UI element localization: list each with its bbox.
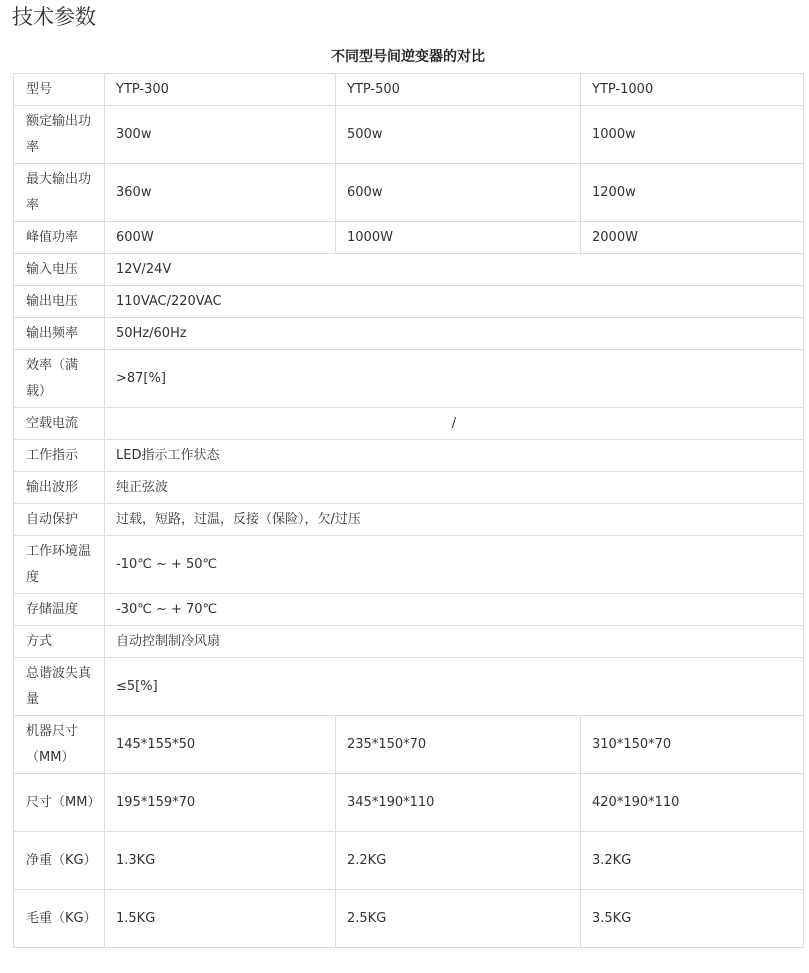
cell-value: ≤5[%]	[105, 658, 804, 716]
table-row	[14, 832, 804, 890]
cell-value: 自动控制制冷风扇	[105, 626, 804, 658]
cell-value: 50Hz/60Hz	[105, 318, 804, 350]
row-label: 效率（满载）	[14, 350, 105, 408]
cell-ytp1000: 420*190*110	[581, 774, 804, 832]
table-row	[14, 536, 804, 594]
table-row	[14, 504, 804, 536]
table-row	[14, 890, 804, 948]
cell-value: 纯正弦波	[105, 472, 804, 504]
cell-value: 过载，短路，过温，反接（保险），欠/过压	[105, 504, 804, 536]
table-row	[14, 74, 804, 106]
row-label: 方式	[14, 626, 105, 658]
table-row	[14, 254, 804, 286]
cell-ytp300: 1.3KG	[105, 832, 336, 890]
cell-value: >87[%]	[105, 350, 804, 408]
cell-ytp500: 235*150*70	[336, 716, 581, 774]
cell-ytp300: 145*155*50	[105, 716, 336, 774]
row-label: 输入电压	[14, 254, 105, 286]
cell-ytp300: 1.5KG	[105, 890, 336, 948]
cell-value: /	[105, 408, 804, 440]
row-label: 输出电压	[14, 286, 105, 318]
cell-ytp1000: 310*150*70	[581, 716, 804, 774]
cell-ytp1000: 1000w	[581, 106, 804, 164]
table-row	[14, 472, 804, 504]
page-title: 技术参数	[12, 5, 96, 29]
row-label: 最大输出功率	[14, 164, 105, 222]
row-label: 尺寸（MM）	[14, 774, 105, 832]
table-row	[14, 350, 804, 408]
row-label: 工作环境温度	[14, 536, 105, 594]
table-row	[14, 106, 804, 164]
table-row	[14, 408, 804, 440]
row-label: 自动保护	[14, 504, 105, 536]
table-row	[14, 286, 804, 318]
row-label: 额定输出功率	[14, 106, 105, 164]
cell-ytp300: YTP-300	[105, 74, 336, 106]
cell-ytp500: 345*190*110	[336, 774, 581, 832]
row-label: 净重（KG）	[14, 832, 105, 890]
row-label: 总谐波失真量	[14, 658, 105, 716]
cell-ytp1000: YTP-1000	[581, 74, 804, 106]
table-row	[14, 594, 804, 626]
table-row	[14, 164, 804, 222]
cell-ytp300: 300w	[105, 106, 336, 164]
row-label: 毛重（KG）	[14, 890, 105, 948]
cell-ytp1000: 3.2KG	[581, 832, 804, 890]
table-row	[14, 318, 804, 350]
cell-value: 110VAC/220VAC	[105, 286, 804, 318]
table-row	[14, 658, 804, 716]
row-label: 空载电流	[14, 408, 105, 440]
table-row	[14, 626, 804, 658]
cell-value: -30℃ ~ + 70℃	[105, 594, 804, 626]
row-label: 输出频率	[14, 318, 105, 350]
cell-ytp1000: 2000W	[581, 222, 804, 254]
cell-ytp500: YTP-500	[336, 74, 581, 106]
cell-ytp300: 360w	[105, 164, 336, 222]
cell-ytp500: 500w	[336, 106, 581, 164]
spec-comparison-table	[13, 73, 804, 948]
cell-ytp300: 600W	[105, 222, 336, 254]
row-label: 存储温度	[14, 594, 105, 626]
table-caption: 不同型号间逆变器的对比	[331, 49, 485, 65]
table-row	[14, 716, 804, 774]
cell-ytp500: 2.5KG	[336, 890, 581, 948]
cell-value: LED指示工作状态	[105, 440, 804, 472]
row-label: 峰值功率	[14, 222, 105, 254]
cell-ytp500: 600w	[336, 164, 581, 222]
table-row	[14, 440, 804, 472]
row-label: 型号	[14, 74, 105, 106]
cell-value: 12V/24V	[105, 254, 804, 286]
cell-value: -10℃ ~ + 50℃	[105, 536, 804, 594]
row-label: 工作指示	[14, 440, 105, 472]
table-row	[14, 774, 804, 832]
row-label: 机器尺寸（MM）	[14, 716, 105, 774]
cell-ytp300: 195*159*70	[105, 774, 336, 832]
cell-ytp1000: 1200w	[581, 164, 804, 222]
cell-ytp1000: 3.5KG	[581, 890, 804, 948]
row-label: 输出波形	[14, 472, 105, 504]
cell-ytp500: 1000W	[336, 222, 581, 254]
cell-ytp500: 2.2KG	[336, 832, 581, 890]
table-row	[14, 222, 804, 254]
